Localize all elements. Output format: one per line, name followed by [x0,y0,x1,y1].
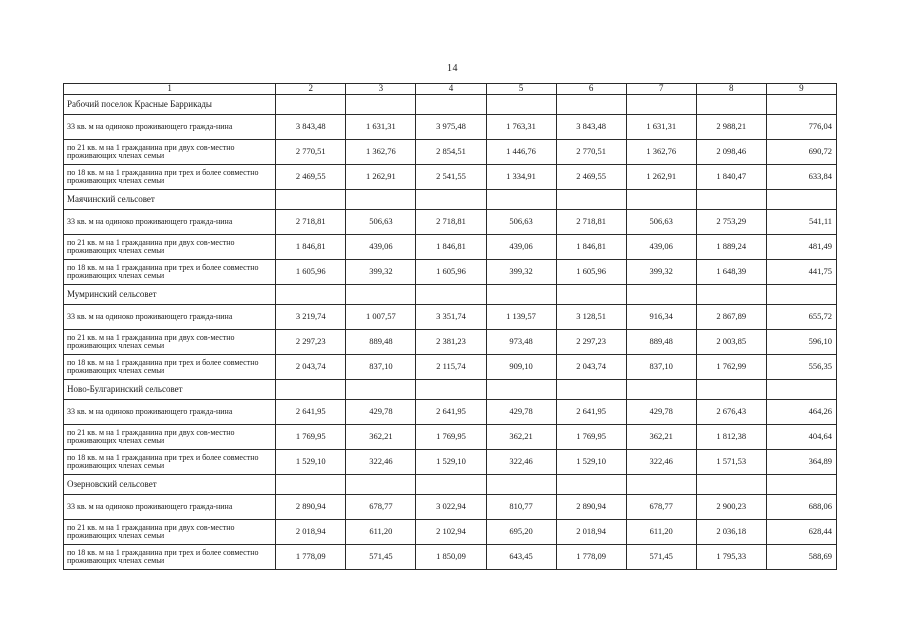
value-cell: 399,32 [486,260,556,285]
empty-cell [276,475,346,495]
value-cell: 441,75 [766,260,836,285]
value-cell: 1 362,76 [346,140,416,165]
empty-cell [346,285,416,305]
value-cell: 810,77 [486,495,556,520]
empty-cell [346,95,416,115]
table-row [64,260,837,285]
value-cell: 1 795,33 [696,545,766,570]
value-cell: 909,10 [486,355,556,380]
value-cell: 506,63 [346,210,416,235]
value-cell: 2 469,55 [556,165,626,190]
value-cell: 889,48 [346,330,416,355]
value-cell: 655,72 [766,305,836,330]
value-cell: 2 890,94 [276,495,346,520]
value-cell: 1 769,95 [416,425,486,450]
section-title: Озерновский сельсовет [64,475,276,495]
table-row [64,400,837,425]
value-cell: 556,35 [766,355,836,380]
table-row [64,235,837,260]
value-cell: 541,11 [766,210,836,235]
empty-cell [766,190,836,210]
section-title: Рабочий поселок Красные Баррикады [64,95,276,115]
value-cell: 2 770,51 [556,140,626,165]
empty-cell [556,380,626,400]
value-cell: 588,69 [766,545,836,570]
value-cell: 643,45 [486,545,556,570]
value-cell: 916,34 [626,305,696,330]
column-header: 8 [696,84,766,95]
page-number: 14 [447,63,458,74]
value-cell: 322,46 [346,450,416,475]
row-label: 33 кв. м на одиноко проживающего гражда-нина [64,210,276,235]
value-cell: 571,45 [346,545,416,570]
value-cell: 1 631,31 [346,115,416,140]
value-cell: 2 770,51 [276,140,346,165]
value-cell: 3 219,74 [276,305,346,330]
column-header: 6 [556,84,626,95]
value-cell: 678,77 [626,495,696,520]
value-cell: 2 718,81 [556,210,626,235]
section-row [64,475,837,495]
table-row [64,115,837,140]
empty-cell [766,285,836,305]
value-cell: 2 541,55 [416,165,486,190]
empty-cell [696,285,766,305]
section-title: Ново-Булгаринский сельсовет [64,380,276,400]
value-cell: 2 098,46 [696,140,766,165]
row-label: 33 кв. м на одиноко проживающего гражда-нина [64,400,276,425]
value-cell: 2 753,29 [696,210,766,235]
value-cell: 633,84 [766,165,836,190]
row-label: по 21 кв. м на 1 гражданина при двух сов-местно проживающих членах семьи [64,330,276,355]
housing-cost-table [63,83,837,570]
value-cell: 364,89 [766,450,836,475]
value-cell: 2 043,74 [556,355,626,380]
table-row [64,210,837,235]
value-cell: 362,21 [486,425,556,450]
value-cell: 628,44 [766,520,836,545]
empty-cell [346,190,416,210]
column-header: 4 [416,84,486,95]
row-label: по 21 кв. м на 1 гражданина при двух сов-местно проживающих членах семьи [64,425,276,450]
value-cell: 1 529,10 [556,450,626,475]
section-row [64,285,837,305]
empty-cell [276,95,346,115]
value-cell: 2 718,81 [416,210,486,235]
value-cell: 1 334,91 [486,165,556,190]
empty-cell [556,190,626,210]
value-cell: 439,06 [486,235,556,260]
value-cell: 429,78 [346,400,416,425]
value-cell: 1 846,81 [276,235,346,260]
value-cell: 2 102,94 [416,520,486,545]
value-cell: 1 846,81 [556,235,626,260]
empty-cell [626,190,696,210]
value-cell: 2 988,21 [696,115,766,140]
table-row [64,425,837,450]
table-row [64,520,837,545]
table-row [64,305,837,330]
table-row [64,140,837,165]
empty-cell [766,95,836,115]
value-cell: 2 043,74 [276,355,346,380]
value-cell: 1 812,38 [696,425,766,450]
value-cell: 481,49 [766,235,836,260]
value-cell: 3 843,48 [276,115,346,140]
row-label: 33 кв. м на одиноко проживающего гражда-нина [64,115,276,140]
empty-cell [416,380,486,400]
column-header: 3 [346,84,416,95]
empty-cell [486,475,556,495]
row-label: по 21 кв. м на 1 гражданина при двух сов-местно проживающих членах семьи [64,520,276,545]
empty-cell [766,380,836,400]
value-cell: 429,78 [486,400,556,425]
value-cell: 1 571,53 [696,450,766,475]
value-cell: 695,20 [486,520,556,545]
empty-cell [766,475,836,495]
value-cell: 2 641,95 [276,400,346,425]
value-cell: 2 900,23 [696,495,766,520]
value-cell: 571,45 [626,545,696,570]
table-body [64,95,837,570]
value-cell: 1 007,57 [346,305,416,330]
column-header: 9 [766,84,836,95]
empty-cell [416,285,486,305]
empty-cell [346,475,416,495]
value-cell: 3 843,48 [556,115,626,140]
value-cell: 322,46 [486,450,556,475]
value-cell: 1 889,24 [696,235,766,260]
value-cell: 2 469,55 [276,165,346,190]
value-cell: 2 003,85 [696,330,766,355]
value-cell: 1 362,76 [626,140,696,165]
empty-cell [486,380,556,400]
value-cell: 404,64 [766,425,836,450]
table-row [64,545,837,570]
value-cell: 429,78 [626,400,696,425]
value-cell: 2 115,74 [416,355,486,380]
empty-cell [346,380,416,400]
empty-cell [486,95,556,115]
value-cell: 1 846,81 [416,235,486,260]
value-cell: 690,72 [766,140,836,165]
value-cell: 1 529,10 [416,450,486,475]
value-cell: 1 763,31 [486,115,556,140]
row-label: по 21 кв. м на 1 гражданина при двух сов-местно проживающих членах семьи [64,235,276,260]
value-cell: 2 297,23 [276,330,346,355]
row-label: по 18 кв. м на 1 гражданина при трех и более совместно проживающих членах семьи [64,545,276,570]
value-cell: 1 139,57 [486,305,556,330]
value-cell: 2 890,94 [556,495,626,520]
row-label: по 18 кв. м на 1 гражданина при трех и более совместно проживающих членах семьи [64,260,276,285]
value-cell: 611,20 [626,520,696,545]
empty-cell [276,380,346,400]
section-title: Мумринский сельсовет [64,285,276,305]
column-header: 5 [486,84,556,95]
value-cell: 2 641,95 [556,400,626,425]
empty-cell [486,285,556,305]
table-row [64,330,837,355]
value-cell: 1 262,91 [346,165,416,190]
value-cell: 2 381,23 [416,330,486,355]
table-row [64,495,837,520]
value-cell: 889,48 [626,330,696,355]
value-cell: 2 718,81 [276,210,346,235]
value-cell: 973,48 [486,330,556,355]
value-cell: 3 128,51 [556,305,626,330]
empty-cell [276,285,346,305]
table-row [64,165,837,190]
value-cell: 439,06 [346,235,416,260]
value-cell: 1 778,09 [276,545,346,570]
value-cell: 322,46 [626,450,696,475]
section-title: Маячинский сельсовет [64,190,276,210]
value-cell: 1 648,39 [696,260,766,285]
value-cell: 1 529,10 [276,450,346,475]
empty-cell [696,475,766,495]
empty-cell [276,190,346,210]
section-row [64,95,837,115]
value-cell: 596,10 [766,330,836,355]
empty-cell [556,285,626,305]
value-cell: 678,77 [346,495,416,520]
table-row [64,355,837,380]
empty-cell [696,380,766,400]
empty-cell [556,95,626,115]
column-header: 7 [626,84,696,95]
value-cell: 2 867,89 [696,305,766,330]
value-cell: 1 778,09 [556,545,626,570]
value-cell: 2 641,95 [416,400,486,425]
value-cell: 2 018,94 [276,520,346,545]
row-label: 33 кв. м на одиноко проживающего гражда-нина [64,305,276,330]
row-label: по 18 кв. м на 1 гражданина при трех и более совместно проживающих членах семьи [64,450,276,475]
value-cell: 1 850,09 [416,545,486,570]
value-cell: 439,06 [626,235,696,260]
empty-cell [696,95,766,115]
value-cell: 1 605,96 [416,260,486,285]
value-cell: 1 631,31 [626,115,696,140]
value-cell: 837,10 [626,355,696,380]
value-cell: 776,04 [766,115,836,140]
value-cell: 362,21 [346,425,416,450]
row-label: по 18 кв. м на 1 гражданина при трех и более совместно проживающих членах семьи [64,355,276,380]
value-cell: 1 262,91 [626,165,696,190]
value-cell: 2 036,18 [696,520,766,545]
value-cell: 2 854,51 [416,140,486,165]
row-label: по 18 кв. м на 1 гражданина при трех и более совместно проживающих членах семьи [64,165,276,190]
value-cell: 1 605,96 [556,260,626,285]
empty-cell [486,190,556,210]
value-cell: 506,63 [486,210,556,235]
value-cell: 2 297,23 [556,330,626,355]
value-cell: 2 018,94 [556,520,626,545]
column-header-row [64,84,837,95]
value-cell: 1 762,99 [696,355,766,380]
empty-cell [626,95,696,115]
row-label: 33 кв. м на одиноко проживающего гражда-нина [64,495,276,520]
value-cell: 2 676,43 [696,400,766,425]
value-cell: 1 769,95 [276,425,346,450]
value-cell: 1 605,96 [276,260,346,285]
row-label: по 21 кв. м на 1 гражданина при двух сов-местно проживающих членах семьи [64,140,276,165]
value-cell: 1 446,76 [486,140,556,165]
value-cell: 399,32 [626,260,696,285]
value-cell: 464,26 [766,400,836,425]
empty-cell [556,475,626,495]
column-header: 1 [64,84,276,95]
value-cell: 362,21 [626,425,696,450]
section-row [64,190,837,210]
value-cell: 688,06 [766,495,836,520]
empty-cell [416,475,486,495]
value-cell: 3 351,74 [416,305,486,330]
empty-cell [626,380,696,400]
value-cell: 1 840,47 [696,165,766,190]
section-row [64,380,837,400]
empty-cell [626,285,696,305]
empty-cell [416,95,486,115]
table-row [64,450,837,475]
value-cell: 1 769,95 [556,425,626,450]
empty-cell [626,475,696,495]
empty-cell [416,190,486,210]
value-cell: 837,10 [346,355,416,380]
value-cell: 399,32 [346,260,416,285]
value-cell: 3 022,94 [416,495,486,520]
value-cell: 3 975,48 [416,115,486,140]
column-header: 2 [276,84,346,95]
value-cell: 611,20 [346,520,416,545]
value-cell: 506,63 [626,210,696,235]
empty-cell [696,190,766,210]
